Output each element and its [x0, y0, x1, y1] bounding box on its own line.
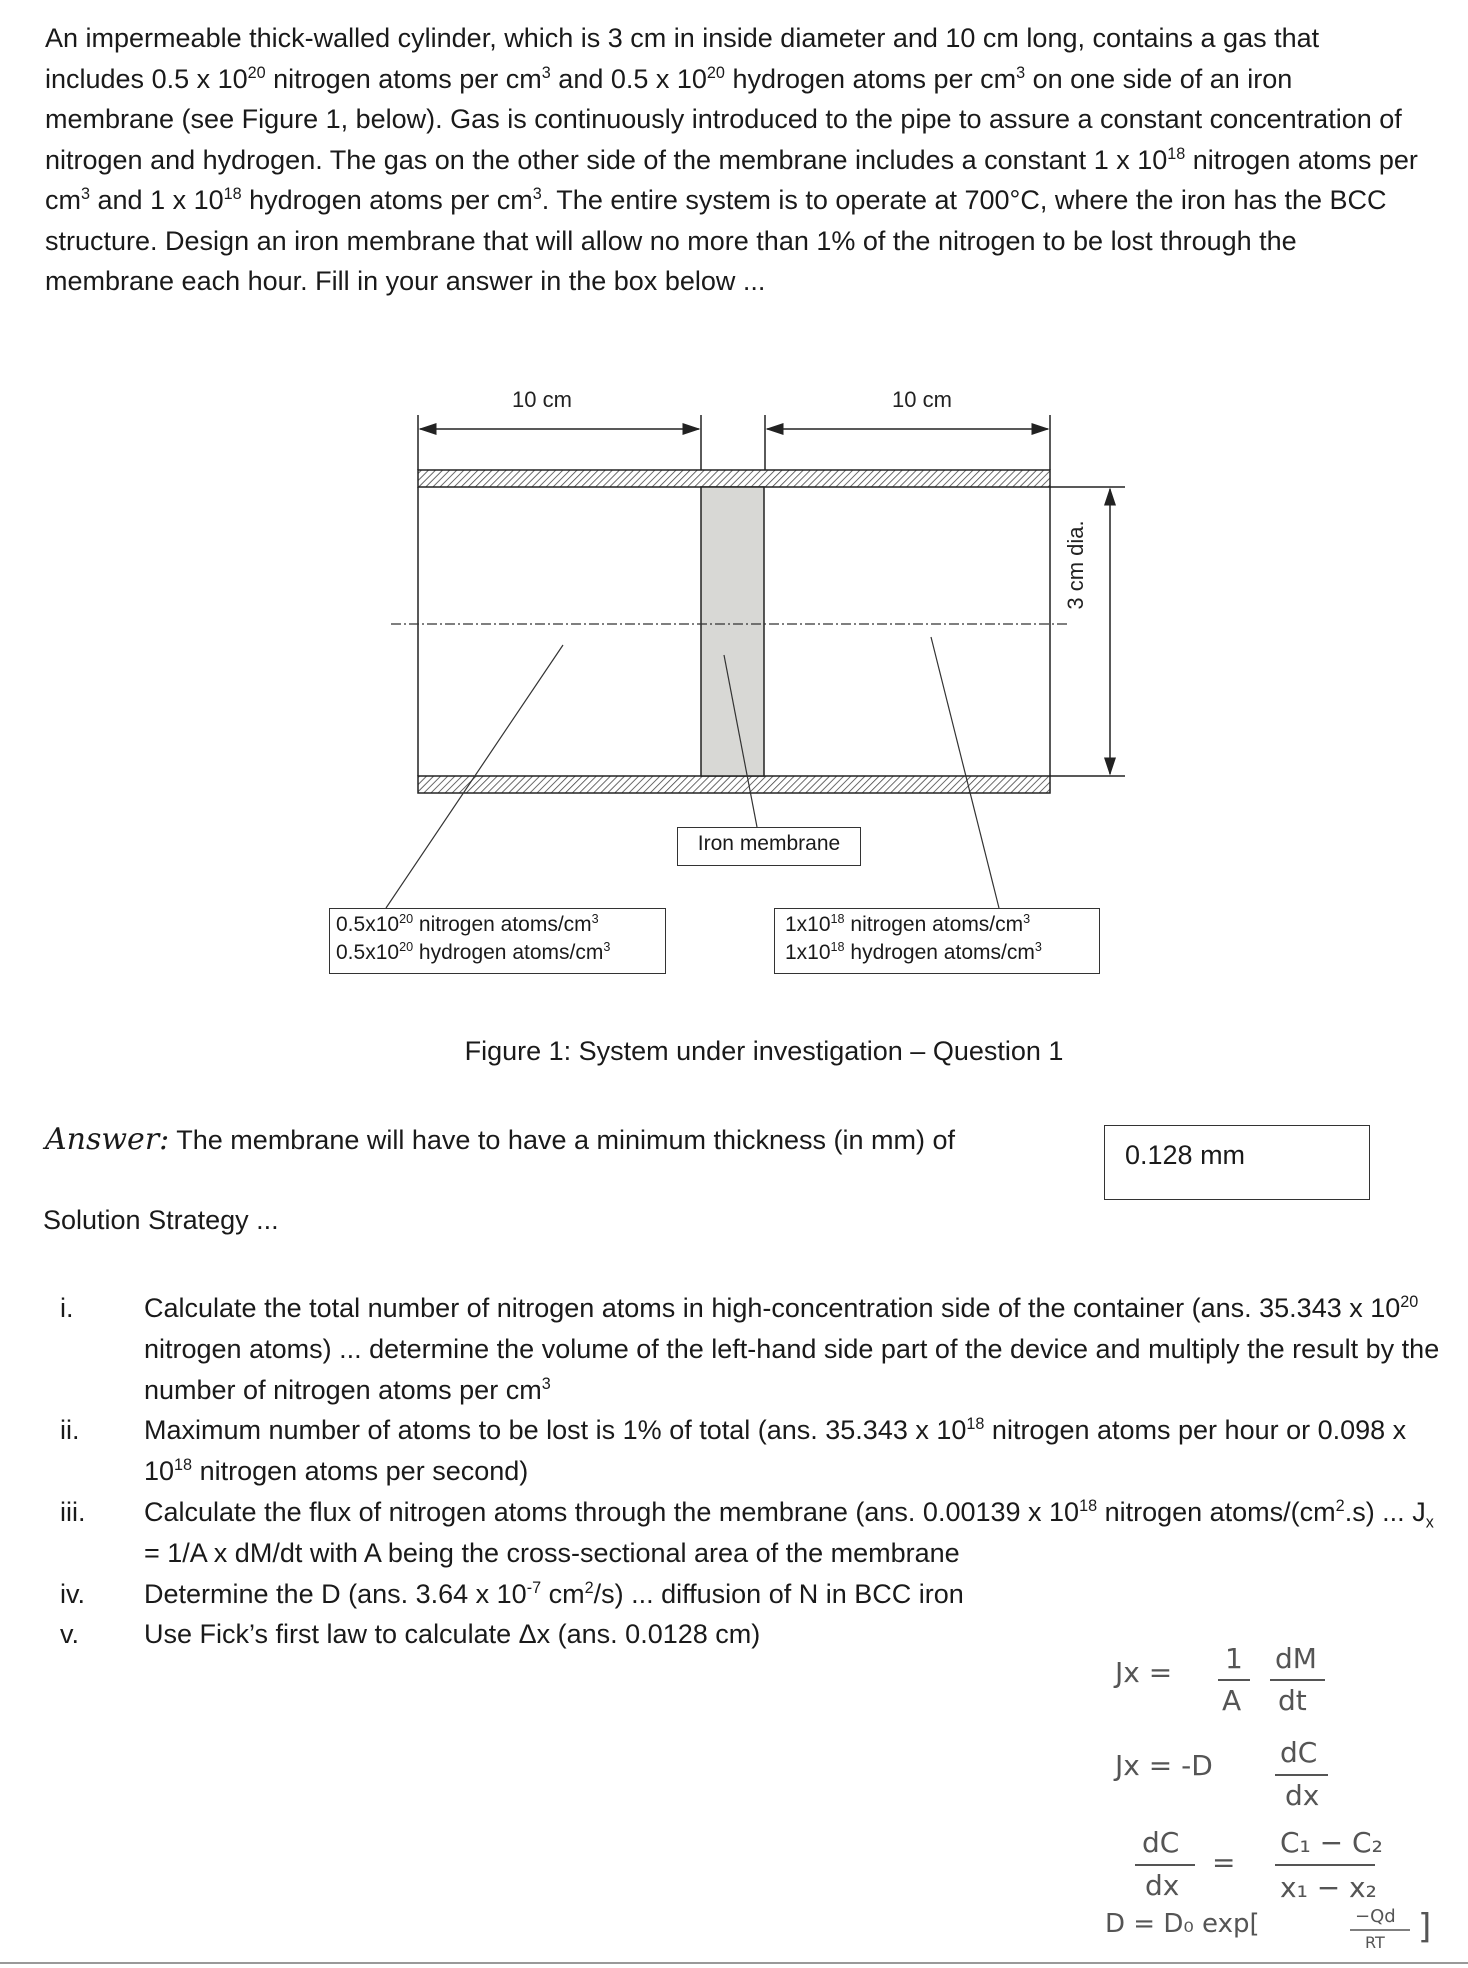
eq2-den: dx	[1285, 1779, 1320, 1812]
sup: 18	[830, 940, 845, 954]
eq-gradient	[1135, 1826, 1383, 1904]
eq-arrhenius	[1105, 1906, 1431, 1950]
text: nitrogen atoms/cm	[413, 913, 592, 936]
right-concentration-box	[774, 908, 1100, 974]
diameter-label: 3 cm dia.	[1063, 520, 1088, 610]
sup: 3	[81, 185, 91, 203]
text: cm	[541, 1578, 585, 1609]
left-hydrogen	[336, 939, 659, 967]
eq4-lhs: D = D₀ exp[	[1105, 1909, 1260, 1939]
text: nitrogen atoms per hour or 0.098 x 10	[144, 1415, 1407, 1487]
eq2-lhs: Jx = -D	[1115, 1749, 1213, 1782]
text: and 1 x 10	[90, 185, 224, 215]
list-number: v.	[60, 1619, 79, 1650]
sup: 20	[1400, 1293, 1419, 1311]
text: hydrogen atoms per cm	[241, 185, 533, 215]
list-number: iv.	[60, 1578, 85, 1609]
text: Calculate the total number of nitrogen atoms in high-concentration side of the container (ans. 35.343 x 10	[144, 1293, 1401, 1323]
eq3-eq: =	[1212, 1846, 1236, 1879]
text: hydrogen atoms/cm	[413, 941, 604, 964]
text: hydrogen atoms per cm	[724, 63, 1017, 94]
sup: 20	[247, 63, 266, 82]
list-text	[144, 1410, 1440, 1492]
sup: 20	[399, 940, 414, 954]
list-item	[60, 1410, 1440, 1492]
left-nitrogen	[336, 911, 659, 939]
right-nitrogen	[785, 911, 1093, 939]
text: nitrogen atoms per cm	[45, 144, 1418, 215]
text: . The entire system is to operate at 700°C, where the iron has the BCC structure. Design an iron membrane that will allow no more than 1% of the nitrogen to be lost through the membrane each hour. Fill in your answer in the box below ...	[45, 185, 1387, 296]
list-number: iii.	[60, 1496, 86, 1527]
answer-text: The membrane will have to have a minimum thickness (in mm) of	[169, 1125, 956, 1155]
sup: 3	[603, 940, 611, 954]
list-number: ii.	[60, 1415, 80, 1446]
figure-caption: Figure 1: System under investigation – Question 1	[464, 1036, 1064, 1066]
sup: 3	[532, 185, 542, 203]
sup: 3	[1034, 940, 1042, 954]
iron-membrane	[701, 487, 764, 776]
eq3-num2: C₁ − C₂	[1280, 1826, 1383, 1859]
sup: 3	[1023, 912, 1031, 926]
sup: 3	[1016, 63, 1026, 82]
dimension-lines	[418, 415, 1125, 776]
sup: 18	[223, 185, 242, 203]
sup: 18	[1167, 144, 1186, 163]
list-item	[60, 1288, 1440, 1410]
sup: -7	[526, 1578, 542, 1597]
text: nitrogen atoms per cm	[265, 63, 542, 94]
eq1-lhs: Jx =	[1115, 1656, 1173, 1689]
sup: 3	[541, 1374, 551, 1393]
sup: 3	[541, 63, 551, 82]
text: 1x10	[785, 913, 831, 936]
right-length-label: 10 cm	[892, 387, 952, 412]
sup: 18	[174, 1456, 193, 1475]
eq2-num: dC	[1280, 1736, 1318, 1769]
eq4-den: RT	[1365, 1933, 1385, 1950]
list-item	[60, 1574, 1440, 1615]
answer-box[interactable]: 0.128 mm	[1104, 1125, 1370, 1200]
text: 0.5x10	[336, 941, 400, 964]
sup: 18	[830, 912, 845, 926]
handwritten-equations	[1100, 1640, 1468, 1950]
left-length-label: 10 cm	[512, 387, 572, 412]
text: = 1/A x dM/dt with A being the cross-sectional area of the membrane	[144, 1537, 960, 1568]
eq4-num: −Qd	[1355, 1906, 1396, 1927]
list-number: i.	[60, 1293, 74, 1323]
strategy-list	[60, 1288, 1440, 1655]
iron-membrane-label: Iron membrane	[677, 827, 861, 866]
text: nitrogen atoms) ... determine the volume of the left-hand side part of the device and multiply the result by the number of nitrogen atoms per cm	[144, 1333, 1440, 1405]
list-text: Use Fick’s first law to calculate Δx (ans. 0.0128 cm)	[144, 1619, 761, 1650]
text: 0.5x10	[336, 913, 400, 936]
text: Maximum number of atoms to be lost is 1% of total (ans. 35.343 x 10	[144, 1415, 967, 1446]
text: and 0.5 x 10	[550, 63, 707, 94]
answer-label: Answer:	[45, 1122, 170, 1157]
strategy-heading: Solution Strategy ...	[43, 1205, 279, 1235]
sup: 3	[591, 912, 599, 926]
eq4-end: ]	[1418, 1907, 1432, 1947]
eq3-den1: dx	[1145, 1869, 1180, 1902]
text: nitrogen atoms/cm	[844, 913, 1024, 936]
text: nitrogen atoms/(cm	[1097, 1496, 1336, 1527]
text: Calculate the flux of nitrogen atoms through the membrane (ans. 0.00139 x 10	[144, 1496, 1080, 1527]
eq3-den2: x₁ − x₂	[1280, 1871, 1377, 1904]
sup: 18	[1079, 1496, 1098, 1515]
list-item	[60, 1492, 1440, 1574]
right-hydrogen	[785, 939, 1093, 967]
eq1-den2: dt	[1278, 1684, 1307, 1717]
text: /s) ... diffusion of N in BCC iron	[593, 1578, 964, 1609]
sup: 20	[399, 912, 414, 926]
sup: 18	[966, 1415, 985, 1434]
eq3-num1: dC	[1142, 1826, 1180, 1859]
list-text	[144, 1288, 1440, 1410]
text: hydrogen atoms/cm	[844, 941, 1035, 964]
sup: 20	[706, 63, 725, 82]
text: nitrogen atoms per second)	[192, 1456, 529, 1487]
text: Determine the D (ans. 3.64 x 10	[144, 1578, 527, 1609]
answer-line	[45, 1122, 955, 1157]
eq-ficks-first-law	[1113, 1736, 1328, 1812]
list-text	[144, 1574, 964, 1615]
left-concentration-box	[329, 908, 666, 974]
text: on one side of an iron membrane (see Figure 1, below). Gas is continuously introduced to the pipe to assure a constant concentration of nitrogen and hydrogen. The gas on the other side of the membrane includes a constant 1 x 10	[45, 63, 1402, 175]
page-bottom-edge	[0, 1962, 1468, 1964]
sup: 2	[584, 1578, 594, 1597]
text: An impermeable thick-walled cylinder, which is 3 cm in inside diameter and 10 cm long, contains a gas that includes 0.5 x 10	[45, 23, 1320, 94]
eq1-den1: A	[1222, 1684, 1242, 1717]
eq1-num1: 1	[1225, 1642, 1243, 1675]
eq-flux-definition	[1113, 1642, 1325, 1717]
sup: 2	[1335, 1496, 1345, 1515]
eq1-num2: dM	[1275, 1642, 1317, 1675]
text: .s) ... J	[1344, 1496, 1426, 1527]
text: 1x10	[785, 941, 831, 964]
leader-lines	[386, 637, 999, 908]
sub: x	[1425, 1513, 1434, 1532]
list-text	[144, 1492, 1440, 1574]
